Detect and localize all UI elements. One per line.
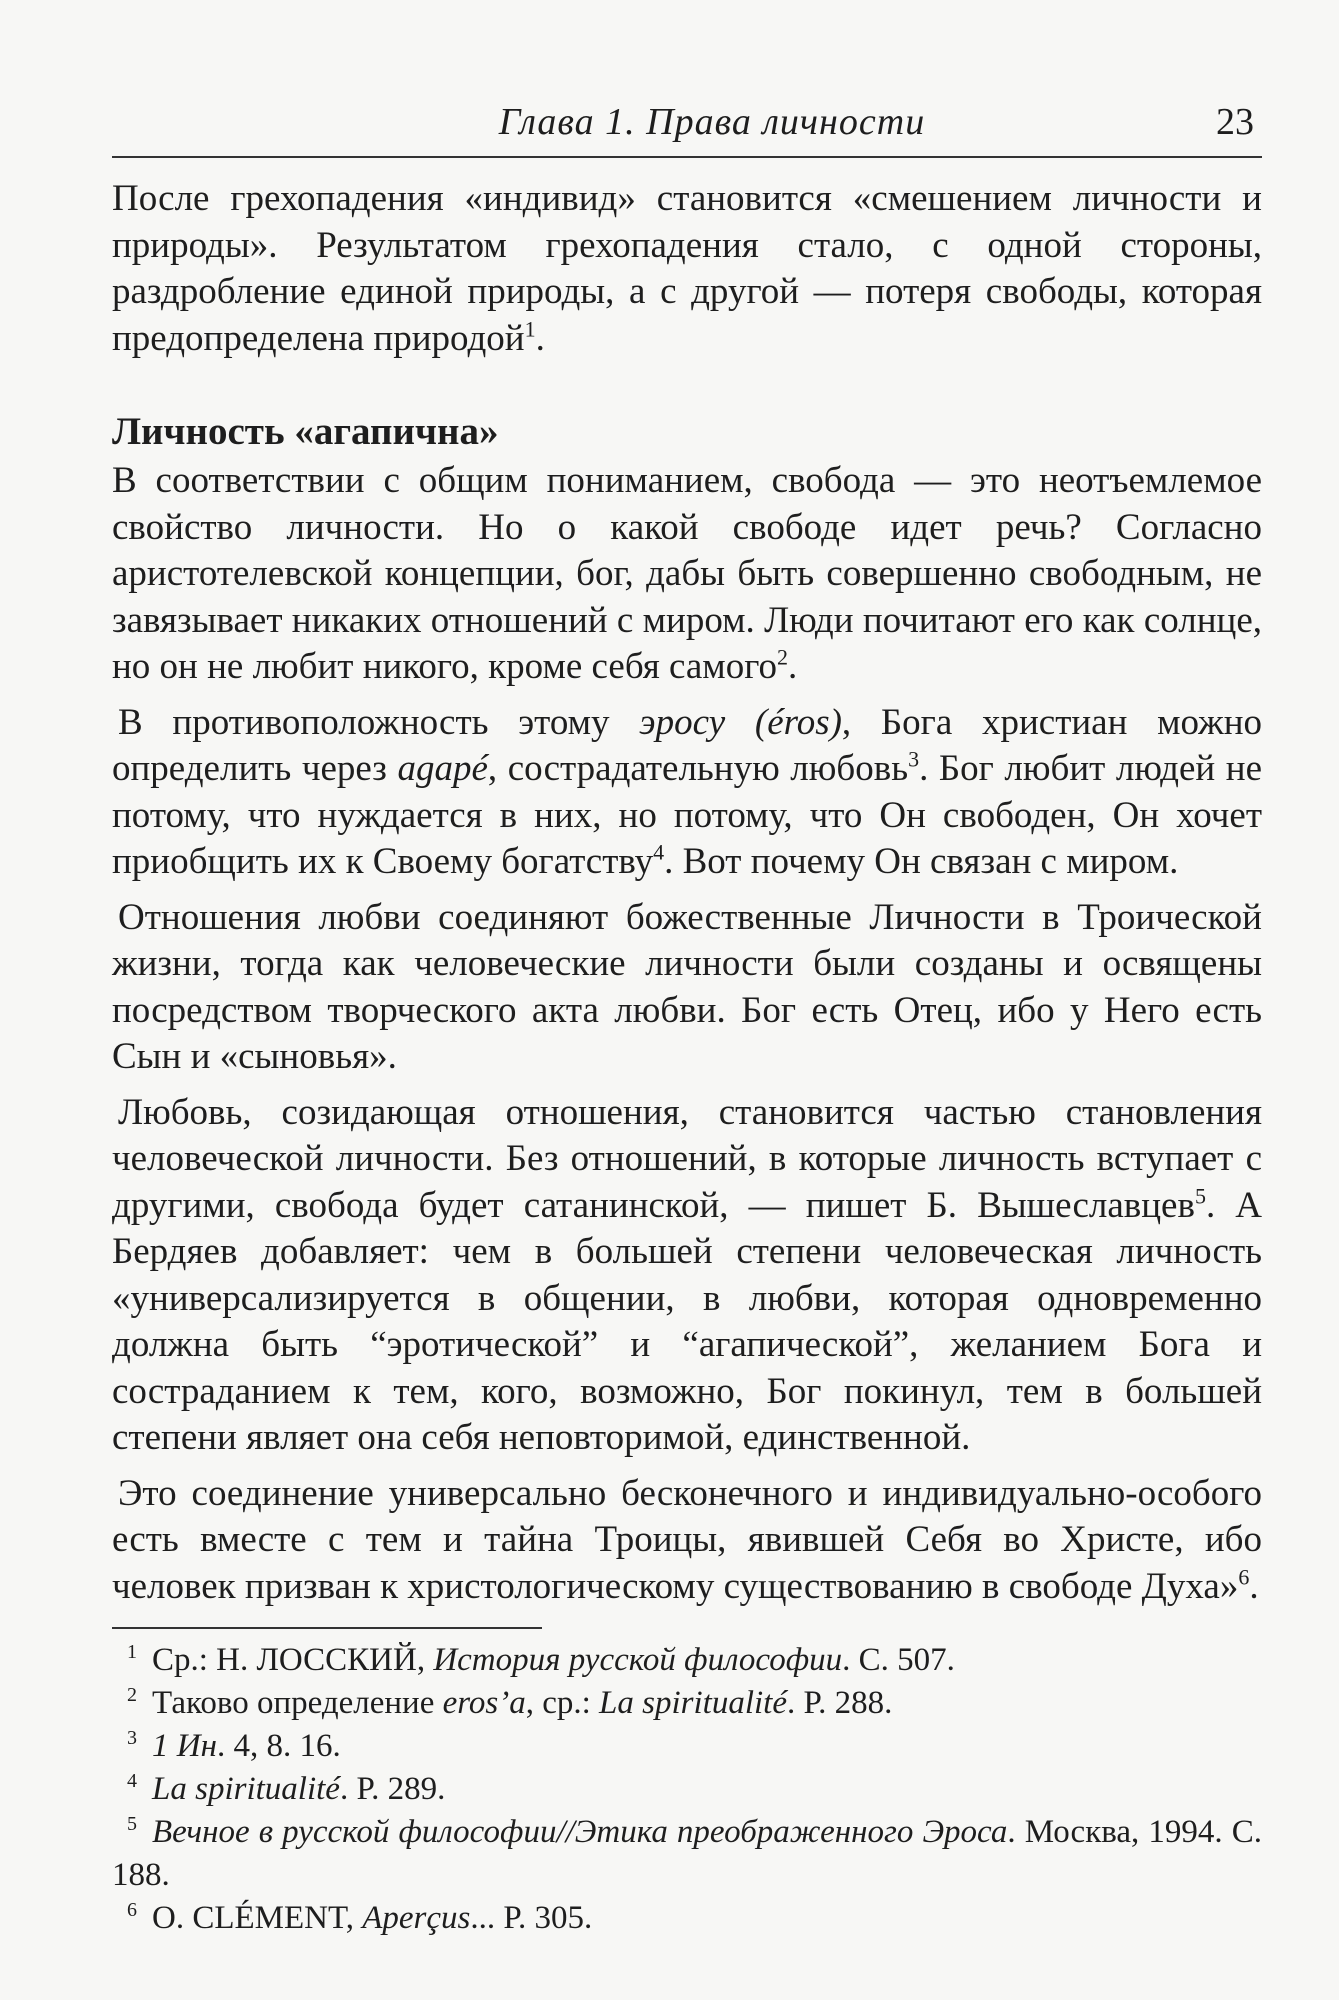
paragraph-text: .: [787, 646, 798, 687]
paragraph-text: В противоположность этому: [118, 701, 640, 743]
footnote-1: [112, 1639, 1262, 1682]
paragraph-2: [112, 458, 1262, 691]
footnote-number: [112, 1682, 152, 1725]
footnote-number: [112, 1811, 152, 1854]
italic-term: agapé: [397, 748, 488, 789]
footnote-text: . P. 289.: [339, 1771, 446, 1807]
paragraph-text: .: [535, 317, 545, 359]
paragraph-6: [112, 1471, 1262, 1611]
footnote-number-text: 2: [127, 1684, 137, 1706]
footnote-number-text: 6: [127, 1899, 137, 1921]
paragraph-1: [112, 176, 1262, 362]
footnote-text: . С. 507.: [842, 1642, 955, 1678]
section-heading: Личность «агапична»: [112, 410, 499, 453]
footnote-text: . P. 288.: [786, 1685, 893, 1721]
footnote-title: eros’a: [442, 1685, 526, 1721]
paragraph-text: . Вот почему Он связан с миром.: [664, 841, 1179, 882]
paragraph-3: [112, 700, 1262, 886]
footnotes: [112, 1627, 1262, 1940]
footnote-text: Таково определение: [152, 1685, 443, 1721]
paragraph-text: В соответствии с общим пониманием, свобода — это неотъемлемое свойство личности. Но о какой свободе идет речь? Согласно аристотелевской концепции, бог, дабы быть совершенно свободным, не завязывает никаких отношений с миром. Люди почитают его как солнце, но он не любит никого, кроме себя самого: [112, 460, 1262, 687]
paragraph-text: , сострадательную любовь: [487, 748, 909, 789]
page-number: 23: [1216, 101, 1254, 143]
footnote-3: [112, 1725, 1262, 1768]
footnote-ref: 3: [908, 746, 920, 772]
paragraph-text: , Бога христиан можно определить через: [112, 701, 1262, 789]
footnote-4: [112, 1768, 1262, 1811]
footnote-title: История русской философии: [433, 1642, 843, 1678]
footnote-number: [112, 1768, 152, 1811]
running-header: [112, 96, 1262, 158]
footnote-rule: [112, 1627, 542, 1629]
footnote-number-text: 4: [127, 1770, 137, 1792]
footnote-text: . Москва, 1994. С. 188.: [112, 1814, 1262, 1893]
footnote-title: Вечное в русской философии//Этика преображенного Эроса: [152, 1814, 1008, 1850]
footnote-ref: 5: [1194, 1183, 1206, 1209]
footnote-text: O. CLÉMENT,: [152, 1900, 363, 1936]
footnote-number-text: 1: [127, 1641, 137, 1663]
footnote-ref: 2: [776, 644, 788, 670]
main-text: [112, 176, 1262, 1619]
paragraph-text: . Бог любит людей не потому, что нуждается в них, но потому, что Он свободен, Он хочет приобщить их к Своему богатству: [112, 748, 1263, 882]
footnote-text: . 4, 8. 16.: [216, 1728, 341, 1764]
footnote-text: , ср.:: [525, 1685, 600, 1721]
italic-term: эросу (éros): [639, 701, 842, 743]
footnote-ref: 1: [524, 316, 536, 342]
footnote-2: [112, 1682, 1262, 1725]
footnote-title: La spiritualité: [599, 1685, 787, 1721]
footnote-5: [112, 1811, 1262, 1897]
footnote-6: [112, 1897, 1262, 1940]
paragraph-text: Любовь, созидающая отношения, становится частью становления человеческой личности. Без отношений, в которые личность вступает с другими, свобода будет сатанинской, — пишет Б. Вышеславцев: [112, 1091, 1262, 1226]
footnote-number-text: 3: [127, 1727, 137, 1749]
paragraph-5: [112, 1090, 1262, 1462]
paragraph-text: .: [1249, 1565, 1259, 1607]
paragraph-text: После грехопадения «индивид» становится «смешением личности и природы». Результатом грехопадения стало, с одной стороны, раздробление единой природы, а с другой — потеря свободы, которая предопределена природой: [112, 178, 1262, 359]
footnote-number: [112, 1897, 152, 1940]
footnote-number-text: 5: [127, 1813, 137, 1835]
paragraph-text: . А Бердяев добавляет: чем в большей степени человеческая личность «универсализируется в общении, в любви, которая одновременно должна быть “эротической” и “агапической”, желанием Бога и состраданием к тем, кого, возможно, Бог покинул, тем в большей степени являет она себя неповторимой, единственной.: [112, 1184, 1262, 1458]
footnote-number: [112, 1725, 152, 1768]
footnote-text: ... P. 305.: [470, 1900, 593, 1936]
running-title: Глава 1. Права личности: [498, 101, 926, 143]
footnote-title: 1 Ин: [152, 1728, 217, 1764]
footnote-text: Ср.: Н. ЛОССКИЙ,: [152, 1642, 434, 1678]
footnote-ref: 4: [653, 839, 665, 865]
footnote-title: La spiritualité: [152, 1771, 340, 1807]
footnote-ref: 6: [1238, 1564, 1250, 1590]
paragraph-text: Это соединение универсально бесконечного и индивидуально-особого есть вместе с тем и тайна Троицы, явившей Себя во Христе, ибо человек призван к христологическому существованию в свободе Духа»: [112, 1472, 1262, 1607]
footnote-title: Aperçus: [362, 1900, 471, 1936]
footnote-number: [112, 1639, 152, 1682]
paragraph-4: Отношения любви соединяют божественные Личности в Троической жизни, тогда как человеческие личности были созданы и освящены посредством творческого акта любви. Бог есть Отец, ибо у Него есть Сын и «сыновья».: [112, 896, 1262, 1077]
